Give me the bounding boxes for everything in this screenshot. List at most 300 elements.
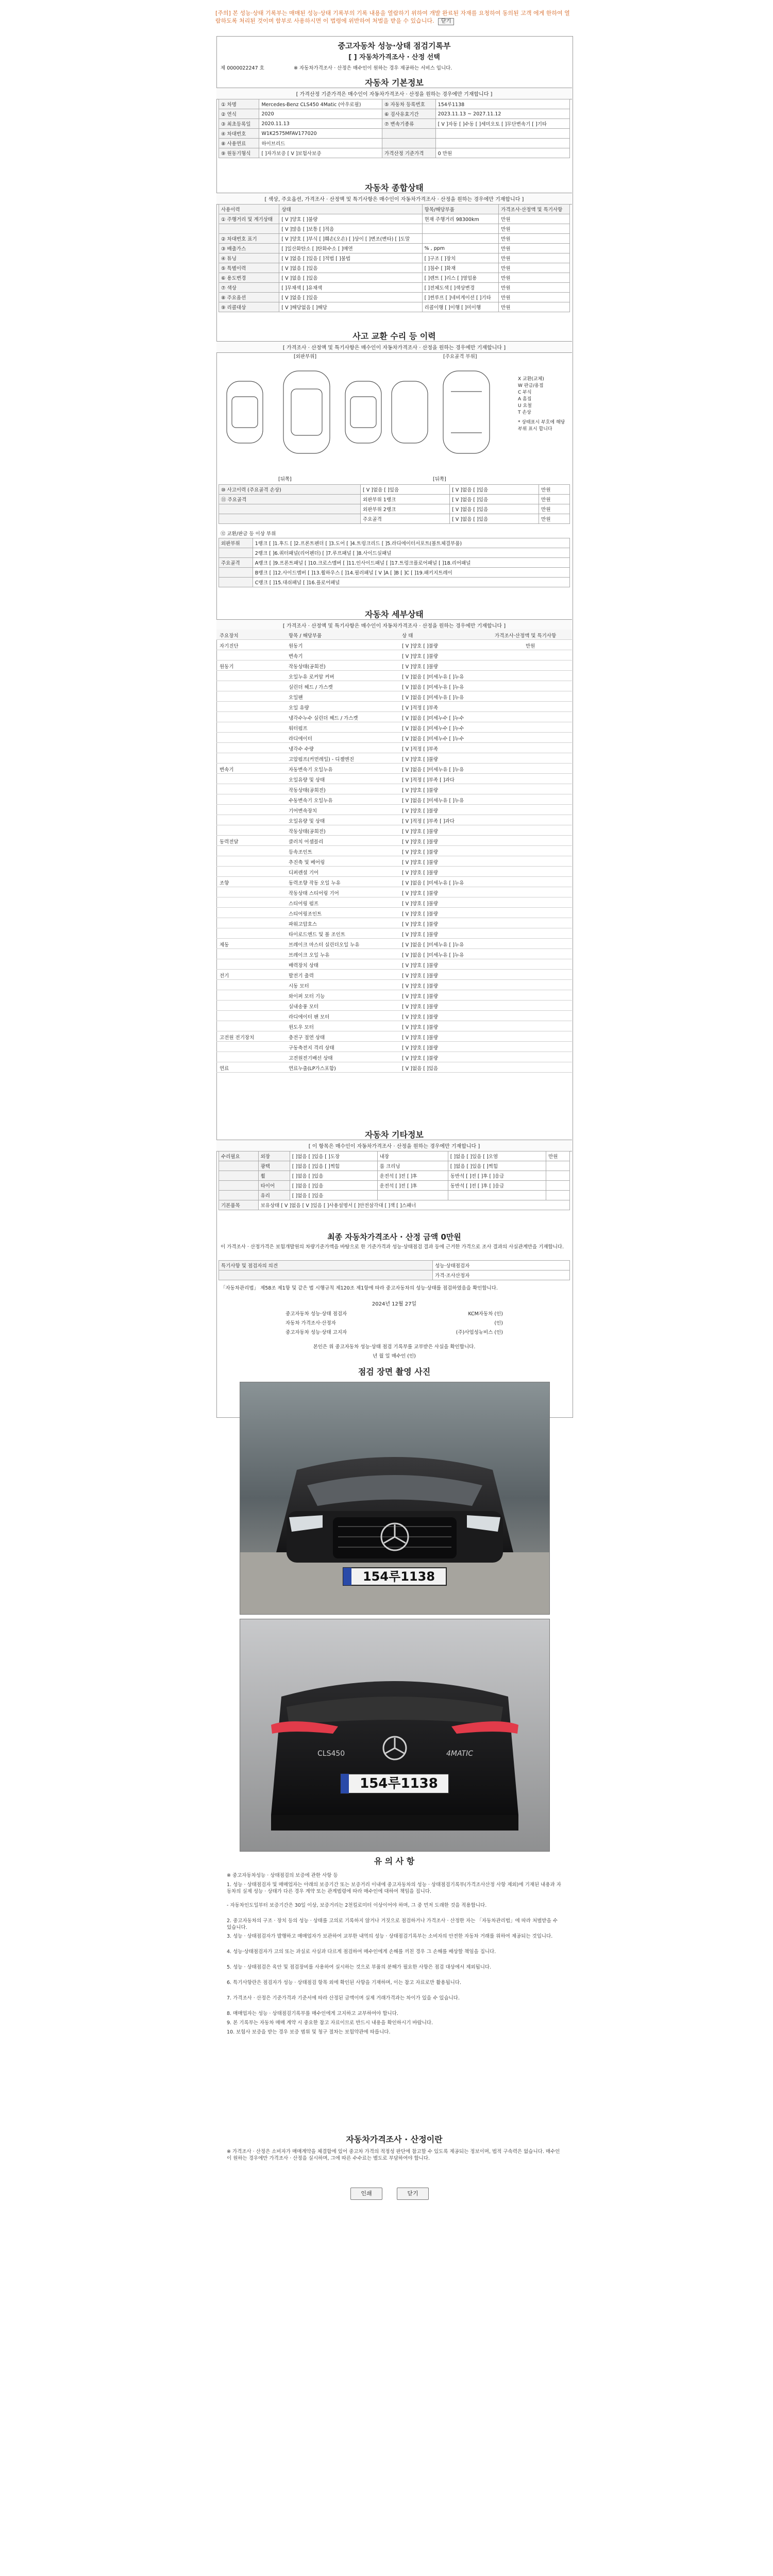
detail-state: [ V ]양호 [ ]불량 [402,1004,439,1010]
detail-state: [ V ]적정 [ ]부족 [402,705,439,711]
accident-price: 만원 [539,504,570,514]
frame-part-line: B랭크 [ ]12.사이드멤버 [ ]13.휠하우스 [ ]14.필러패널 [ V ]A [ ]B [ ]C [ ]19.패키지트레이 [253,568,569,578]
other-group: 수리필요 [219,1151,259,1161]
condition-price: 만원 [499,273,570,283]
rear-label-left: [뒤쪽] [278,477,292,482]
detail-group: 전기 [220,973,229,979]
condition-row [219,234,570,244]
detail-state: [ V ]양호 [ ]불량 [402,788,439,793]
condition-header: 자동차 종합상태 [365,183,424,193]
detail-row [216,928,572,939]
detail-state: [ V ]적정 [ ]부족 [ ]과다 [402,777,455,783]
detail-state: [ V ]양호 [ ]불량 [402,643,439,649]
detail-row [216,733,572,743]
condition-state: [ ]무채색 [ ]유채색 [279,283,422,293]
detail-item: 배력장치 상태 [289,963,319,969]
detail-row [216,1042,572,1052]
detail-item: 실내송풍 모터 [289,1004,319,1010]
parts-table [219,538,570,587]
other-value: [ ]없음 [ ]있음 [290,1191,377,1200]
accident-row [219,495,570,504]
detail-state: [ V ]적정 [ ]부족 [402,747,439,752]
detail-item: 실린더 헤드 / 가스켓 [289,685,333,690]
receive-text: 본인은 위 중고자동차 성능·상태 점검 기록부를 교부받은 사실을 확인합니다. [313,1344,476,1350]
other-key2: 룸 크리닝 [377,1161,448,1171]
other-price [546,1191,570,1200]
condition-price: 만원 [499,234,570,244]
condition-row [219,224,570,234]
accident-state: [ V ]없음 [ ]있음 [450,485,539,495]
detail-row [216,650,572,660]
note-line: 1. 성능 · 상태점검자 및 매매업자는 아래의 보증기간 또는 보증거리 이내에 중고자동차의 성능 · 상태점검기록부(가격조사산정 사항 제외)에 기재된 내용과 자동차의 실제 성능 · 상태가 다른 경우 계약 또는 관계법령에 따라 매수인에 대하여 책임을 집니다. [227,1882,561,1894]
price-section-wrap [216,2133,572,2148]
detail-group: 동력전달 [220,839,239,845]
condition-item: [ ]렌트 [ ]리스 [ ]영업용 [422,273,499,283]
detail-item: 작동상태 스티어링 기어 [289,891,339,896]
accident-state: [ V ]없음 [ ]있음 [450,504,539,514]
close-button[interactable]: 닫기 [397,2188,429,2200]
basic-key: ① 차명 [219,99,259,109]
front-plate-text: 154루1138 [362,1569,435,1584]
frame-diagram-label: [주요골격 부위] [443,354,477,360]
legend-item: A 흠집 [518,397,532,402]
photo-header: 점검 장면 촬영 사진 [358,1367,431,1377]
condition-key: ④ 튜닝 [219,253,279,263]
detail-row [216,908,572,918]
detail-item: 동력조향 작동 오일 누유 [289,880,341,886]
detail-state: [ V ]없음 [ ]미세누유 [ ]누유 [402,685,464,690]
detail-row [216,1021,572,1031]
condition-price: 만원 [499,253,570,263]
detail-state: [ V ]양호 [ ]불량 [402,891,439,896]
condition-key: ⑧ 주요옵션 [219,293,279,302]
final-key: 특기사항 및 점검자의 의견 [219,1261,433,1270]
condition-row [219,283,570,293]
detail-item: 냉각수 수량 [289,747,314,752]
condition-row [219,263,570,273]
detail-row [216,970,572,980]
legend-item: W 판금/용접 [518,383,544,388]
detail-row [216,1062,572,1073]
condition-item: [ ]침수 [ ]화재 [422,263,499,273]
detail-state: [ V ]양호 [ ]불량 [402,757,439,762]
detail-state: [ V ]없음 [ ]미세누수 [ ]누수 [402,736,464,742]
detail-row [216,702,572,712]
legend-item: X 교환(교체) [518,377,544,382]
other-value2: [ ]없음 [ ]있음 [ ]오염 [448,1151,546,1161]
doc-number: 제 0000022247 호 [221,65,264,71]
final-row [219,1270,570,1280]
basic-row [219,99,570,109]
detail-group: 고전원 전기장치 [220,1035,255,1041]
notes-header: 유 의 사 항 [374,1856,415,1866]
detail-row [216,671,572,681]
detail-state: [ V ]양호 [ ]불량 [402,922,439,927]
basic-row [219,139,570,148]
warranty-row [219,148,570,158]
notes-header-wrap [216,1855,572,1870]
accident-row [219,504,570,514]
detail-state: [ V ]양호 [ ]불량 [402,963,439,969]
col-main: 주요장치 [220,633,239,639]
basic-key: ④ 차대번호 [219,129,259,139]
print-button[interactable]: 인쇄 [350,2188,382,2200]
condition-price: 만원 [499,224,570,234]
accident-subheader: [ 가격조사 · 산정액 및 특기사항은 매수인이 자동차가격조사 · 산정을 원하는 경우에만 기재합니다 ] [216,341,572,353]
detail-row [216,877,572,887]
detail-state: [ V ]없음 [ ]미세누유 [ ]누유 [402,798,464,804]
condition-item: 리콜이행 [ ]이행 [ ]미이행 [422,302,499,312]
front-photo [240,1382,550,1615]
note-line: 3. 성능 · 상태점검자가 발행하고 매매업자가 보관하여 교부한 내역의 성능 · 상태점검기록부는 소비자의 안전한 자동차 거래를 위하여 제공되는 것입니다. [227,1934,553,1939]
detail-state: [ V ]양호 [ ]불량 [402,664,439,670]
detail-header-wrap [216,608,572,618]
condition-price: 만원 [499,244,570,253]
detail-item: 작동상태(공회전) [289,788,326,793]
detail-row [216,990,572,1001]
condition-row [219,273,570,283]
condition-item: [ ]썬루프 [ ]네비게이션 [ ]기타 [422,293,499,302]
basic-key [382,129,436,139]
detail-item: 자동변속기 오일누유 [289,767,333,773]
detail-state: [ V ]양호 [ ]불량 [402,973,439,979]
note-line: 9. 본 기록부는 자동차 매매 계약 시 중요한 참고 자료이므로 반드시 내용을 확인하시기 바랍니다. [227,2020,433,2026]
other-group [219,1191,259,1200]
detail-item: 스티어링 펌프 [289,901,319,907]
condition-item: [ ]전체도색 [ ]색상변경 [422,283,499,293]
detail-table [216,640,572,1073]
detail-item: 브레이크 마스터 실린더오일 누유 [289,942,360,948]
legend-item: C 부식 [518,390,532,395]
detail-item: 구동축전지 격리 상태 [289,1045,334,1051]
col-price: 가격조사·산정액 및 특기사항 [495,633,557,639]
signature-table [283,1309,505,1336]
price-section-text: ※ 가격조사 · 산정은 소비자가 매매계약을 체결함에 있어 중고차 가격의 적정성 판단에 참고할 수 있도록 제공되는 정보이며, 법적 구속력은 없습니다. 매수인이 원하는 경우에만 가격조사 · 산정을 실시하며, 그에 따른 수수료는 별도로 부담하여야 합니다. [227,2149,560,2161]
condition-key: ③ 배출가스 [219,244,279,253]
detail-row [216,959,572,970]
accident-key [219,504,361,514]
base-label: 기본품목 [219,1200,259,1210]
notice-close-button[interactable]: 닫기 [438,18,454,25]
detail-state: [ V ]없음 [ ]미세누유 [ ]누유 [402,880,464,886]
detail-row [216,805,572,815]
detail-item: 스티어링조인트 [289,911,322,917]
detail-item: 고압펌프(커먼레일) - 디젤엔진 [289,757,355,762]
basic-key [382,139,436,148]
accident-price: 만원 [539,495,570,504]
detail-item: 작동상태(공회전) [289,829,326,835]
detail-row [216,764,572,774]
detail-state: [ V ]양호 [ ]불량 [402,994,439,999]
detail-item: 브레이크 오일 누유 [289,953,330,958]
col-use: 사용이력 [219,205,279,214]
basic-row [219,109,570,119]
doc-title: 중고자동차 성능·상태 점검기록부 [338,41,451,50]
other-key2 [377,1191,448,1200]
outer-part-row [219,538,570,548]
col-state: 상태 [279,205,422,214]
detail-item: 발전기 출력 [289,973,314,979]
detail-row [216,743,572,753]
receive-signature: 년 월 일 매수인 (인) [373,1353,416,1359]
other-key: 타이어 [258,1181,290,1191]
condition-row [219,253,570,263]
basic-value: 154루1138 [435,99,569,109]
other-group [219,1171,259,1181]
other-key: 광택 [258,1161,290,1171]
other-key2: 운전석 [ ]전 [ ]후 [377,1171,448,1181]
detail-state: [ V ]없음 [ ]미세누유 [ ]누유 [402,695,464,701]
condition-state: [ V ]없음 [ ]있음 [ ]적법 [ ]불법 [279,253,422,263]
other-price [546,1181,570,1191]
signature-name: KCM자동차 (인) [468,1311,503,1317]
detail-item: 등속조인트 [289,850,312,855]
detail-row [216,660,572,671]
basic-info-section [216,74,572,177]
detail-item: 충전구 절연 상태 [289,1035,325,1041]
detail-row [216,980,572,990]
condition-row [219,244,570,253]
detail-state: [ V ]없음 [ ]미세누유 [ ]누유 [402,942,464,948]
condition-key: ⑤ 특별이력 [219,263,279,273]
detail-state: [ V ]양호 [ ]불량 [402,1035,439,1041]
condition-state: [ V ]많음 [ ]보통 [ ]적음 [279,224,422,234]
condition-row [219,302,570,312]
outer-part-line: 1랭크 [ ]1.후드 [ ]2.프론트펜더 [ ]3.도어 [ ]4.트렁크리드 [ ]5.라디에이터서포트(볼트체결부품) [253,538,569,548]
other-key: 휠 [258,1171,290,1181]
detail-header: 자동차 세부상태 [365,609,424,619]
detail-row [216,722,572,733]
price-value: 0 만원 [435,148,569,158]
other-value: [ ]없음 [ ]있음 [290,1181,377,1191]
other-section [216,1128,572,1226]
detail-group: 연료 [220,1066,229,1072]
condition-key: ⑥ 용도변경 [219,273,279,283]
basic-value [435,139,569,148]
detail-item: 오일팬 [289,695,303,701]
col-state: 상 태 [402,633,413,639]
detail-row [216,712,572,722]
car-rear-image [240,1619,549,1851]
detail-group: 원동기 [220,664,234,670]
detail-state: [ V ]양호 [ ]불량 [402,1014,439,1020]
detail-state: [ V ]양호 [ ]불량 [402,1045,439,1051]
other-value2: [ ]없음 [ ]있음 [ ]찍힘 [448,1161,546,1171]
other-value: [ ]없음 [ ]있음 [290,1171,377,1181]
condition-price: 만원 [499,293,570,302]
other-row [219,1151,570,1161]
col-item: 항목 / 해당부품 [289,633,322,639]
note-line: 4. 성능·상태점검자가 고의 또는 과실로 사실과 다르게 점검하여 매수인에게 손해를 끼친 경우 그 손해를 배상할 책임을 집니다. [227,1949,496,1955]
condition-item [422,234,499,244]
condition-key: ② 차대번호 표기 [219,234,279,244]
note-line: 6. 특기사항란은 점검자가 성능 · 상태점검 항목 외에 확인된 사항을 기재하며, 이는 참고 자료로만 활용됩니다. [227,1980,462,1986]
detail-state: [ V ]양호 [ ]불량 [402,808,439,814]
detail-item: 오일유량 및 상태 [289,777,325,783]
outer-part-row [219,548,570,558]
basic-key: ② 연식 [219,109,259,119]
detail-item: 클러치 어셈블리 [289,839,324,845]
detail-item: 냉각수누수 실린더 헤드 / 가스켓 [289,716,358,721]
basic-key: ③ 최초등록일 [219,119,259,129]
note-line: 7. 가격조사 · 산정은 기준가격과 기준서에 따라 산정된 금액이며 실제 거래가격과는 차이가 있을 수 있습니다. [227,1995,460,2001]
accident-price: 만원 [539,514,570,524]
other-value: [ ]없음 [ ]있음 [ ]찍힘 [290,1161,377,1171]
accident-value: [ V ]없음 [ ]있음 [361,485,450,495]
detail-item: 시동 모터 [289,984,309,989]
condition-state: [ V ]없음 [ ]있음 [279,263,422,273]
detail-row [216,691,572,702]
accident-section [216,330,572,587]
other-group [219,1161,259,1171]
law-text: 「자동차관리법」 제58조 제1항 및 같은 법 시행규칙 제120조 제1항에 따라 중고자동차의 성능·상태를 점검하였음을 확인합니다. [221,1285,498,1291]
detail-state: [ V ]적정 [ ]부족 [ ]과다 [402,819,455,824]
other-key: 유리 [258,1191,290,1200]
detail-state: [ V ]없음 [ ]미세누유 [ ]누유 [402,674,464,680]
condition-state: [ V ]양호 [ ]부식 [ ]훼손(오손) [ ]상이 [ ]변조(변타) [ ]도말 [279,234,422,244]
detail-group: 조향 [220,880,229,886]
detail-group: 변속기 [220,767,234,773]
detail-row [216,1011,572,1021]
warning-notice [215,9,571,25]
other-key2: 내장 [377,1151,448,1161]
note-line: 2. 중고자동차의 구조 · 장치 등의 성능 · 상태를 고의로 기록하지 않거나 거짓으로 점검하거나 가격조사 · 산정한 자는 「자동차관리법」에 따라 처벌받을 수 있습니다. [227,1918,558,1930]
signature-role: 중고자동차 성능·상태 점검자 [285,1311,347,1317]
basic-value [435,129,569,139]
notes-list [216,1870,572,2117]
detail-row [216,640,572,650]
signature-name: (인) [494,1320,503,1326]
condition-state: [ V ]없음 [ ]있음 [279,273,422,283]
basic-info-table [219,99,570,158]
signature-row [283,1327,505,1336]
condition-state: [ V ]없음 [ ]있음 [279,293,422,302]
issue-date: 2024년 12월 27일 [372,1301,417,1307]
signature-row [283,1309,505,1318]
detail-item: 연료누출(LP가스포함) [289,1066,336,1072]
frame-label [219,568,253,578]
basic-key: ⑧ 사용연료 [219,139,259,148]
frame-part-row [219,578,570,587]
basic-key: ⑥ 검사유효기간 [382,109,436,119]
detail-state: [ V ]양호 [ ]불량 [402,860,439,866]
detail-item: 수동변속기 오일누유 [289,798,333,804]
condition-price: 만원 [499,263,570,273]
detail-state: [ V ]양호 [ ]불량 [402,901,439,907]
legend-item: U 요철 [518,403,532,409]
condition-price: 만원 [499,283,570,293]
detail-item: 추진축 및 베어링 [289,860,325,866]
detail-item: 워터펌프 [289,726,308,732]
outer-label [219,548,253,558]
detail-state: [ V ]없음 [ ]미세누유 [ ]누유 [402,767,464,773]
car-front-image [240,1382,549,1614]
accident-value: 외판부위 1랭크 [361,495,450,504]
basic-row [219,119,570,129]
detail-row [216,1052,572,1062]
detail-state: [ V ]없음 [ ]미세누유 [ ]누유 [402,953,464,958]
detail-subheader: [ 가격조사 · 산정액 및 특기사항은 매수인이 자동차가격조사 · 산정을 원하는 경우에만 기재합니다 ] [216,619,572,631]
detail-row [216,825,572,836]
basic-info-header: 자동차 기본정보 [365,78,424,88]
rear-label-right: [뒤쪽] [433,477,446,482]
final-value: 성능·상태점검자 [433,1261,570,1270]
detail-state: [ V ]양호 [ ]불량 [402,829,439,835]
detail-state: [ V ]양호 [ ]불량 [402,1025,439,1030]
warranty-label: ⑨ 원동기형식 [219,148,259,158]
price-section-header: 자동차가격조사 · 산정이란 [346,2134,443,2144]
condition-key: ⑨ 리콜대상 [219,302,279,312]
detail-state: [ V ]양호 [ ]불량 [402,850,439,855]
detail-state: [ V ]없음 [ ]미세누수 [ ]누수 [402,726,464,732]
basic-value: 하이브리드 [259,139,382,148]
detail-state: [ V ]양호 [ ]불량 [402,911,439,917]
detail-state: [ V ]없음 [ ]미세누수 [ ]누수 [402,716,464,721]
detail-state: [ V ]양호 [ ]불량 [402,984,439,989]
condition-item: [ ]구조 [ ]장치 [422,253,499,263]
base-value: 보유상태 [ V ]없음 [ V ]있음 [ ]사용설명서 [ ]안전삼각대 [ ]잭 [ ]스패너 [258,1200,569,1210]
condition-item: 현재 주행거리 98300km [422,214,499,224]
detail-item: 원동기 [289,643,303,649]
accident-key: ⑩ 사고이력 (주요골격 손상) [219,485,361,495]
basic-info-subheader: [ 가격산정 기준가격은 매수인이 자동차가격조사 · 산정을 원하는 경우에만 기재합니다 ] [216,88,572,99]
accident-header: 사고 교환 수리 등 이력 [352,331,436,341]
final-key [219,1270,433,1280]
frame-label [219,578,253,587]
basic-value: [ V ]자동 [ ]수동 [ ]세미오토 [ ]무단변속기 [ ]기타 [435,119,569,129]
detail-price: 만원 [526,643,535,649]
condition-item: % , ppm [422,244,499,253]
basic-key: ⑤ 자동차 등록번호 [382,99,436,109]
basic-value: 2023.11.13 ~ 2027.11.12 [435,109,569,119]
detail-item: 고전원전기배선 상태 [289,1056,333,1061]
final-note: 이 가격조사 · 산정가격은 보험개발원의 차량기준가액을 바탕으로 한 기준가격과 성능·상태점검 결과 등에 근거한 가격으로 조사 결과의 사실관계만을 기재합니다. [221,1244,564,1250]
doc-header [216,38,572,69]
other-row [219,1171,570,1181]
outer-label: 외판부위 [219,538,253,548]
detail-column-header [216,630,572,639]
accident-row [219,485,570,495]
detail-item: 오일 유량 [289,705,309,711]
other-row [219,1181,570,1191]
detail-item: 오일유량 및 상태 [289,819,325,824]
other-price [546,1161,570,1171]
note-line: ※ 중고자동차성능 · 상태점검의 보증에 관한 사항 등 [227,1873,338,1878]
accident-state: [ V ]없음 [ ]있음 [450,495,539,504]
condition-row [219,214,570,224]
legend [518,376,569,433]
detail-state: [ V ]양호 [ ]불량 [402,870,439,876]
warning-text: [주의] 본 성능·상태 기록부는 매매된 성능·상태 기록부의 기록 내용을 열람하기 위하여 개발 완료된 자재를 요청하여 동의된 고객 에게 한하여 열람하도록 처리된 것이며 함부로 사용하시면 이 법령에 위반하여 처벌을 받을 수 있습니다. [215,10,570,24]
photo-header-wrap [216,1365,572,1381]
condition-key: ⑦ 색상 [219,283,279,293]
condition-row [219,293,570,302]
price-label: 가격산정 기준가격 [382,148,436,158]
detail-row [216,784,572,794]
signature-role: 자동차 가격조사·산정자 [285,1320,336,1326]
other-value2: 동반석 [ ]전 [ ]후 [ ]응급 [448,1181,546,1191]
note-line: - 자동차인도일부터 보증기간은 30일 이상, 보증거리는 2천킬로미터 이상이어야 하며, 그 중 먼저 도래한 것을 적용합니다. [227,1903,487,1908]
detail-row [216,815,572,825]
detail-row [216,949,572,959]
other-price: 만원 [546,1151,570,1161]
other-header: 자동차 기타정보 [365,1130,424,1140]
detail-header-row [216,630,572,640]
detail-item: 오일누유 로커암 커버 [289,674,334,680]
basic-value: 2020.11.13 [259,119,382,129]
detail-row [216,918,572,928]
basic-value: Mercedes-Benz CLS450 4Matic (아우로필) [259,99,382,109]
